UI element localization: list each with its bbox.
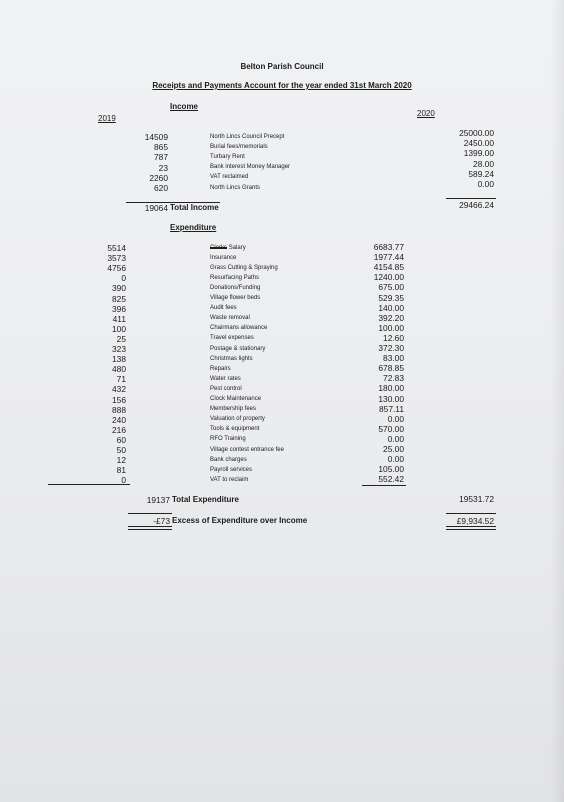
expenditure-current-value: 675.00 — [378, 282, 404, 293]
item-text: Audit fees — [210, 305, 237, 312]
expenditure-prior-value: 71 — [116, 374, 126, 385]
item-text: Christmas lights — [210, 355, 253, 362]
expenditure-prior-value: 81 — [116, 465, 126, 476]
expenditure-item-label — [210, 366, 231, 372]
expenditure-current-value: 0.00 — [387, 454, 404, 465]
expenditure-item-label — [210, 335, 254, 341]
expenditure-prior-value: 825 — [112, 293, 126, 304]
expenditure-prior-value: 3573 — [107, 253, 126, 264]
item-text: Chairmans allowance — [210, 325, 268, 332]
income-prior-value: 2260 — [149, 172, 168, 183]
expenditure-item-label — [210, 426, 259, 432]
item-text: Insurance — [210, 254, 237, 261]
item-text: Bank charges — [210, 456, 247, 463]
expenditure-item-label — [210, 457, 247, 463]
expenditure-prior-value: 5514 — [107, 243, 126, 253]
current-year-label: 2020 — [417, 109, 435, 118]
item-text: Waste removal — [210, 315, 250, 322]
expenditure-item-label — [210, 467, 252, 473]
expenditure-prior-value: 390 — [112, 283, 126, 294]
expenditure-prior-value: 323 — [112, 344, 126, 354]
expenditure-prior-value: 888 — [112, 404, 126, 415]
expenditure-item-label — [210, 396, 261, 402]
expenditure-prior-value: 156 — [112, 394, 126, 405]
expenditure-current-value: 392.20 — [378, 312, 404, 323]
expenditure-prior-value: 50 — [116, 445, 126, 455]
page-shadow — [550, 0, 564, 802]
income-heading: Income — [170, 102, 199, 111]
item-text: Payroll services — [210, 466, 253, 473]
income-prior-value: 14509 — [144, 132, 168, 142]
income-current-value: 1399.00 — [463, 148, 494, 159]
expenditure-current-value: 0.00 — [387, 433, 404, 444]
item-text: Resurfacing Paths — [210, 274, 260, 281]
expenditure-item-label — [210, 447, 284, 453]
expenditure-prior-value: 0 — [121, 273, 126, 284]
item-text: Membership fees — [210, 406, 257, 413]
expenditure-current-value: 570.00 — [378, 423, 404, 434]
income-current-value: 28.00 — [473, 158, 494, 169]
expenditure-current-value: 12.60 — [383, 332, 404, 343]
item-text: Valuation of property — [210, 416, 265, 423]
struck-word: Clerks — [210, 244, 228, 251]
expenditure-item-label — [210, 356, 253, 362]
expenditure-current-value: 83.00 — [383, 353, 404, 364]
excess-current: £9,934.52 — [456, 516, 494, 526]
expenditure-current-value: 105.00 — [378, 464, 404, 475]
income-total-label: Total Income — [170, 203, 219, 212]
excess-prior-top-rule — [128, 513, 172, 514]
expenditure-prior-value: 396 — [112, 303, 126, 314]
item-text: Clock Maintenance — [210, 396, 262, 402]
expenditure-prior-value: 25 — [116, 333, 126, 344]
expenditure-current-value: 857.11 — [379, 403, 404, 414]
income-current-value: 25000.00 — [459, 128, 494, 138]
expenditure-prior-value: 216 — [112, 424, 126, 435]
item-text: Village contest entrance fee — [210, 446, 284, 453]
expenditure-total-label: Total Expenditure — [172, 495, 239, 504]
expenditure-item-label — [210, 346, 265, 352]
item-text: Travel expenses — [210, 335, 254, 342]
expenditure-current-value: 4154.85 — [373, 262, 404, 273]
expenditure-total-current: 19531.72 — [459, 494, 494, 504]
item-text: Water rates — [210, 375, 241, 382]
income-item-label: Bank interest Money Manager — [210, 164, 291, 171]
income-current-total-rule — [446, 198, 496, 199]
income-item-label: Burial fees/memorials — [210, 143, 268, 150]
item-text: Repairs — [210, 365, 231, 372]
item-text: Tools & equipment — [210, 426, 260, 433]
item-text: RFO Training — [210, 436, 246, 443]
expenditure-current-value: 678.85 — [378, 363, 404, 374]
expenditure-item-label — [210, 436, 246, 442]
prior-year-label: 2019 — [98, 114, 116, 123]
excess-label: Excess of Expenditure over Income — [172, 516, 308, 525]
expenditure-prior-value: 432 — [112, 384, 126, 395]
income-current-value: 589.24 — [468, 168, 494, 179]
income-prior-value: 23 — [158, 162, 168, 173]
expenditure-heading: Expenditure — [170, 223, 217, 232]
expenditure-item-label — [210, 265, 278, 271]
expenditure-item-label — [210, 285, 260, 291]
expenditure-prior-value: 411 — [112, 313, 126, 324]
expenditure-prior-value: 138 — [112, 354, 126, 365]
excess-current-top-rule — [446, 513, 496, 514]
income-item-label: VAT reclaimed — [210, 174, 249, 181]
expenditure-item-label — [210, 376, 241, 382]
excess-current-double-rule — [446, 526, 496, 530]
expenditure-prior-value: 60 — [116, 434, 126, 445]
expenditure-prior-value: 12 — [116, 455, 126, 466]
expenditure-item-label — [210, 315, 250, 321]
expenditure-prior-value: 100 — [112, 323, 126, 334]
expenditure-current-value: 1240.00 — [373, 272, 404, 283]
expenditure-item-label — [210, 325, 267, 331]
expenditure-item-label — [210, 305, 237, 311]
expenditure-item-label — [210, 477, 248, 483]
expenditure-prior-value: 0 — [121, 475, 126, 486]
expenditure-current-total-rule — [362, 485, 406, 486]
income-item-label: North Lincs Grants — [210, 184, 261, 191]
item-text: Postage & stationary — [210, 345, 266, 352]
council-name: Belton Parish Council — [240, 62, 324, 71]
item-text: Donations/Funding — [210, 284, 261, 291]
expenditure-total-prior: 19137 — [146, 495, 170, 505]
item-text: Village flower beds — [210, 295, 261, 301]
item-text: Salary — [228, 244, 246, 251]
income-current-value: 2450.00 — [463, 138, 494, 149]
expenditure-current-value: 529.35 — [378, 292, 404, 303]
expenditure-current-value: 130.00 — [378, 393, 404, 404]
item-text: VAT to reclaim — [210, 476, 249, 483]
expenditure-prior-value: 240 — [112, 414, 126, 425]
item-text: Pest control — [210, 385, 242, 392]
income-current-value: 0.00 — [477, 179, 494, 189]
income-item-label: North Lincs Council Precept — [210, 133, 285, 140]
expenditure-item-label — [210, 295, 260, 301]
expenditure-item-label — [210, 406, 256, 412]
document-title: Receipts and Payments Account for the year ended 31st March 2020 — [152, 81, 412, 90]
expenditure-prior-value: 4756 — [107, 263, 126, 274]
expenditure-current-value: 100.00 — [378, 322, 404, 333]
expenditure-item-label — [210, 245, 246, 251]
income-prior-value: 787 — [154, 152, 168, 163]
expenditure-current-value: 552.42 — [378, 474, 404, 485]
expenditure-item-label — [210, 255, 236, 261]
income-total-current: 29466.24 — [459, 200, 494, 210]
excess-prior-double-rule — [128, 526, 172, 530]
expenditure-current-value: 72.83 — [383, 373, 404, 384]
excess-prior: -£73 — [153, 516, 170, 526]
income-prior-value: 865 — [154, 142, 168, 153]
expenditure-current-value: 0.00 — [387, 413, 404, 424]
expenditure-current-value: 140.00 — [378, 302, 404, 313]
item-text: Grass Cutting & Spraying — [210, 264, 278, 271]
expenditure-current-value: 1977.44 — [373, 252, 404, 263]
expenditure-current-value: 372.30 — [378, 343, 404, 353]
expenditure-prior-total-rule — [48, 484, 130, 485]
expenditure-item-label — [210, 275, 259, 281]
expenditure-current-value: 6683.77 — [373, 242, 404, 252]
income-total-prior: 19064 — [144, 203, 168, 213]
expenditure-prior-value: 480 — [112, 364, 126, 375]
expenditure-current-value: 180.00 — [378, 383, 404, 394]
expenditure-item-label — [210, 386, 242, 392]
income-prior-value: 620 — [154, 183, 168, 193]
expenditure-item-label — [210, 416, 265, 422]
income-item-label: Turbary Rent — [210, 153, 245, 160]
expenditure-current-value: 25.00 — [383, 444, 404, 454]
